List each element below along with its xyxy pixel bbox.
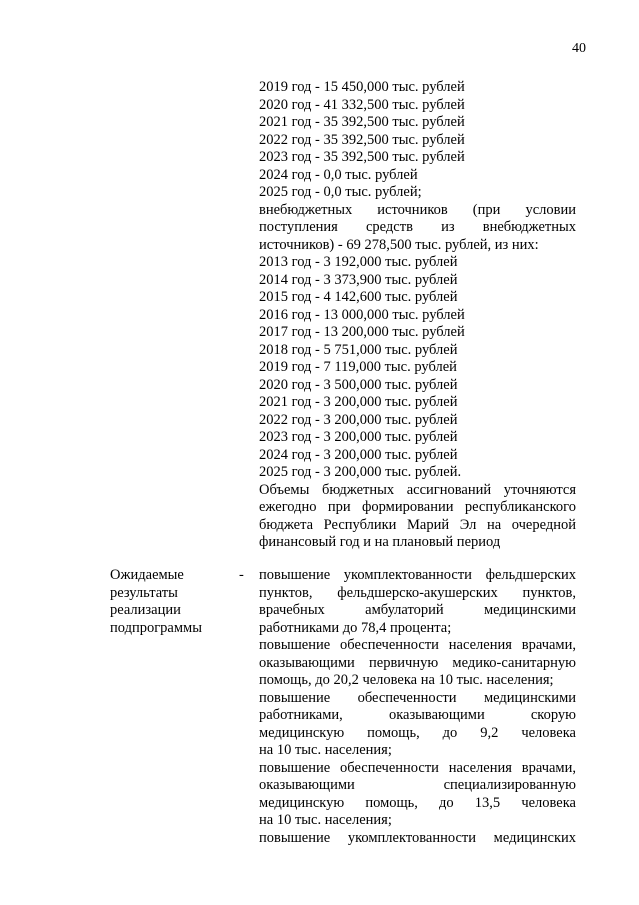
- results-line: медицинскую помощь, до 9,2 человека: [259, 724, 576, 741]
- extrabudget-year: 2022 год - 3 200,000 тыс. рублей: [259, 411, 458, 428]
- funding-line: 2020 год - 41 332,500 тыс. рублей: [259, 96, 465, 113]
- expected-results-label: Ожидаемые: [110, 567, 184, 583]
- extrabudget-line: внебюджетных источников (при условии: [259, 201, 576, 218]
- extrabudget-year: 2025 год - 3 200,000 тыс. рублей.: [259, 464, 462, 480]
- results-line: работниками до 78,4 процента;: [259, 619, 452, 636]
- note-line: бюджета Республики Марий Эл на очередной: [259, 516, 576, 533]
- results-line: повышение укомплектованности медицинских: [259, 829, 576, 846]
- results-line: работниками, оказывающими скорую: [259, 707, 576, 723]
- extrabudget-line: источников) - 69 278,500 тыс. рублей, из них:: [259, 236, 539, 253]
- funding-line: 2019 год - 15 450,000 тыс. рублей: [259, 79, 465, 95]
- extrabudget-year: 2016 год - 13 000,000 тыс. рублей: [259, 306, 465, 323]
- extrabudget-year: 2023 год - 3 200,000 тыс. рублей: [259, 429, 458, 445]
- note-line: ежегодно при формировании республиканского: [259, 499, 576, 515]
- results-line: врачебных амбулаторий медицинскими: [259, 602, 576, 618]
- results-line: пунктов, фельдшерско-акушерских пунктов,: [259, 584, 576, 601]
- extrabudget-year: 2018 год - 5 751,000 тыс. рублей: [259, 341, 458, 358]
- funding-line: 2021 год - 35 392,500 тыс. рублей: [259, 114, 465, 130]
- extrabudget-year: 2021 год - 3 200,000 тыс. рублей: [259, 394, 458, 410]
- results-line: повышение обеспеченности населения врачами,: [259, 637, 576, 653]
- extrabudget-year: 2019 год - 7 119,000 тыс. рублей: [259, 359, 457, 375]
- results-line: на 10 тыс. населения;: [259, 812, 392, 828]
- extrabudget-year: 2014 год - 3 373,900 тыс. рублей: [259, 271, 458, 288]
- extrabudget-year: 2017 год - 13 200,000 тыс. рублей: [259, 324, 465, 340]
- expected-results-label: реализации: [110, 602, 181, 618]
- funding-line: 2022 год - 35 392,500 тыс. рублей: [259, 131, 465, 148]
- label-dash: -: [239, 567, 244, 583]
- expected-results-label: результаты: [110, 584, 178, 601]
- results-line: помощь, до 20,2 человека на 10 тыс. населения;: [259, 672, 554, 688]
- extrabudget-year: 2013 год - 3 192,000 тыс. рублей: [259, 254, 458, 270]
- funding-line: 2025 год - 0,0 тыс. рублей;: [259, 184, 422, 200]
- results-line: оказывающими первичную медико-санитарную: [259, 654, 576, 671]
- results-line: повышение укомплектованности фельдшерских: [259, 567, 576, 583]
- extrabudget-year: 2020 год - 3 500,000 тыс. рублей: [259, 376, 458, 393]
- note-line: Объемы бюджетных ассигнований уточняются: [259, 481, 576, 498]
- results-line: медицинскую помощь, до 13,5 человека: [259, 794, 576, 811]
- expected-results-label: подпрограммы: [110, 619, 202, 636]
- page-number: 40: [572, 41, 586, 56]
- results-line: на 10 тыс. населения;: [259, 742, 392, 758]
- results-line: повышение обеспеченности населения врачами,: [259, 759, 576, 776]
- funding-line: 2024 год - 0,0 тыс. рублей: [259, 166, 418, 183]
- results-line: повышение обеспеченности медицинскими: [259, 689, 576, 706]
- extrabudget-year: 2024 год - 3 200,000 тыс. рублей: [259, 446, 458, 463]
- note-line: финансовый год и на плановый период: [259, 534, 501, 550]
- extrabudget-line: поступления средств из внебюджетных: [259, 219, 576, 235]
- funding-line: 2023 год - 35 392,500 тыс. рублей: [259, 149, 465, 165]
- extrabudget-year: 2015 год - 4 142,600 тыс. рублей: [259, 289, 458, 305]
- results-line: оказывающими специализированную: [259, 777, 576, 793]
